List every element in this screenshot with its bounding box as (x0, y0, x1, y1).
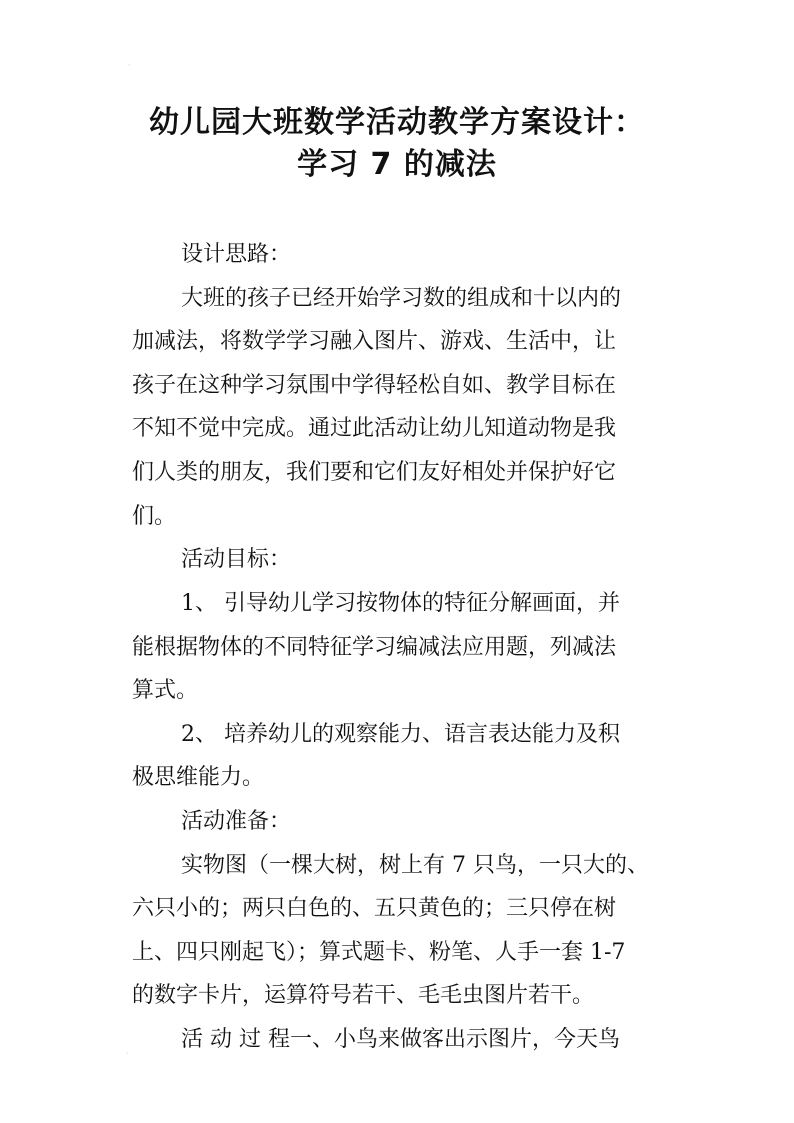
paragraph-line: 大班的孩子已经开始学习数的组成和十以内的 (181, 286, 622, 311)
section-heading-activity-process: 活 动 过 程一、小鸟来做客出示图片，今天鸟 (181, 1027, 620, 1052)
paragraph-line: 加减法，将数学学习融入图片、游戏、生活中，让 (132, 329, 617, 354)
paragraph-line: 实物图（一棵大树，树上有 7 只鸟，一只大的、 (181, 853, 649, 878)
goal-item-2: 2、 培养幼儿的观察能力、语言表达能力及积 (181, 722, 620, 747)
paragraph-line: 极思维能力。 (132, 765, 265, 790)
document-title-line-2: 学习 7 的减法 (297, 147, 497, 182)
scan-mark-top: · (128, 61, 131, 70)
scan-mark-bottom: · (126, 1049, 129, 1058)
document-title-line-1: 幼儿园大班数学活动教学方案设计： (149, 105, 645, 140)
section-heading-activity-goals: 活动目标： (181, 547, 292, 572)
paragraph-line: 孩子在这种学习氛围中学得轻松自如、教学目标在 (132, 373, 617, 398)
paragraph-line: 六只小的；两只白色的、五只黄色的；三只停在树 (132, 896, 617, 921)
paragraph-line: 算式。 (132, 678, 199, 703)
paragraph-line: 的数字卡片，运算符号若干、毛毛虫图片若干。 (132, 983, 595, 1008)
paragraph-line: 上、四只刚起飞）；算式题卡、粉笔、人手一套 1-7 (132, 940, 626, 965)
paragraph-line: 能根据物体的不同特征学习编减法应用题，列减法 (132, 635, 617, 660)
paragraph-line: 不知不觉中完成。通过此活动让幼儿知道动物是我 (132, 416, 617, 441)
paragraph-line: 们。 (132, 504, 177, 529)
paragraph-line: 们人类的朋友，我们要和它们友好相处并保护好它 (132, 460, 617, 485)
section-heading-design-idea: 设计思路： (181, 242, 292, 267)
section-heading-activity-preparation: 活动准备： (181, 809, 292, 834)
goal-item-1: 1、 引导幼儿学习按物体的特征分解画面，并 (181, 591, 620, 616)
